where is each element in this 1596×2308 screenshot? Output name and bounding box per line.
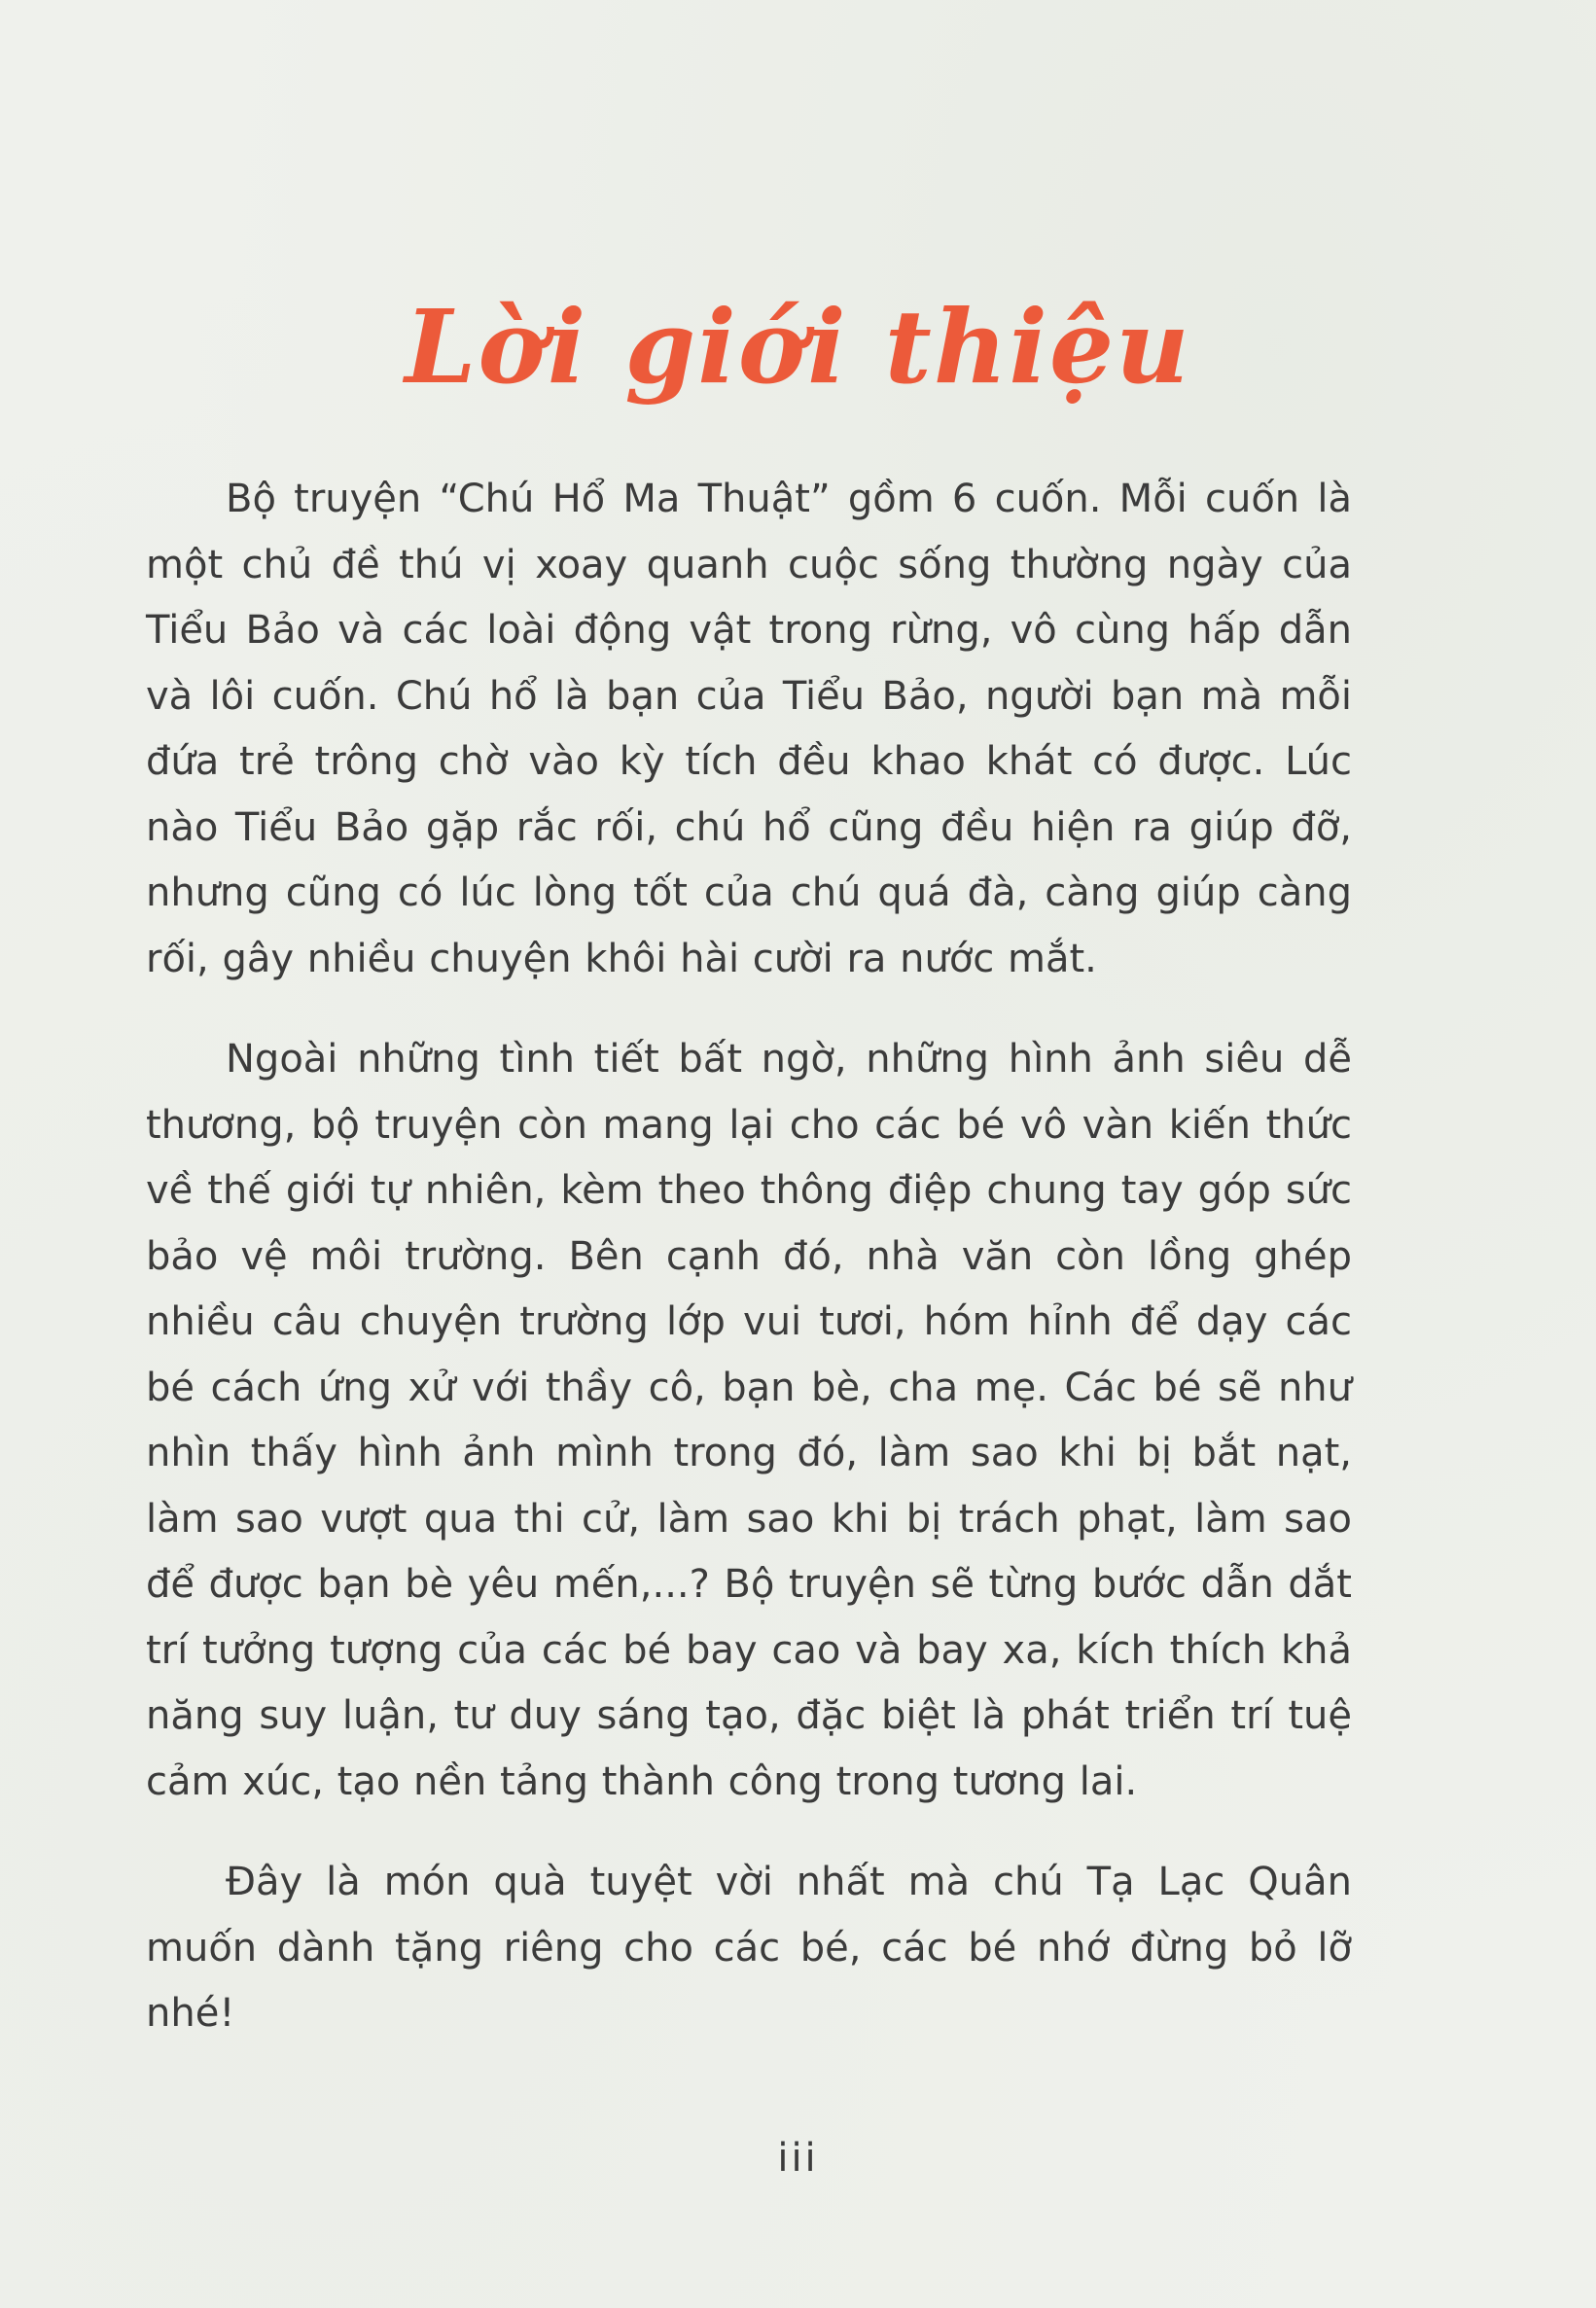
paragraph-1: Bộ truyện “Chú Hổ Ma Thuật” gồm 6 cuốn. Mỗi cuốn là một chủ đề thú vị xoay quanh cuộc sống thường ngày của Tiểu Bảo và các loài động vật trong rừng, vô cùng hấp dẫn và lôi cuốn. Chú hổ là bạn của Tiểu Bảo, người bạn mà mỗi đứa trẻ trông chờ vào kỳ tích đều khao khát có được. Lúc nào Tiểu Bảo gặp rắc rối, chú hổ cũng đều hiện ra giúp đỡ, nhưng cũng có lúc lòng tốt của chú quá đà, càng giúp càng rối, gây nhiều chuyện khôi hài cười ra nước mắt. [146,477,1352,981]
paragraph-3: Đây là món quà tuyệt vời nhất mà chú Tạ Lạc Quân muốn dành tặng riêng cho các bé, các bé nhớ đừng bỏ lỡ nhé! [146,1860,1352,2036]
paragraph-2: Ngoài những tình tiết bất ngờ, những hình ảnh siêu dễ thương, bộ truyện còn mang lại cho các bé vô vàn kiến thức về thế giới tự nhiên, kèm theo thông điệp chung tay góp sức bảo vệ môi trường. Bên cạnh đó, nhà văn còn lồng ghép nhiều câu chuyện trường lớp vui tươi, hóm hỉnh để dạy các bé cách ứng xử với thầy cô, bạn bè, cha mẹ. Các bé sẽ như nhìn thấy hình ảnh mình trong đó, làm sao khi bị bắt nạt, làm sao vượt qua thi cử, làm sao khi bị trách phạt, làm sao để được bạn bè yêu mến,...? Bộ truyện sẽ từng bước dẫn dắt trí tưởng tượng của các bé bay cao và bay xa, kích thích khả năng suy luận, tư duy sáng tạo, đặc biệt là phát triển trí tuệ cảm xúc, tạo nền tảng thành công trong tương lai. [146,1037,1352,1804]
body-text [146,467,1352,2082]
page-title: Lời giới thiệu [405,286,1191,407]
page-number: iii [777,2136,819,2181]
